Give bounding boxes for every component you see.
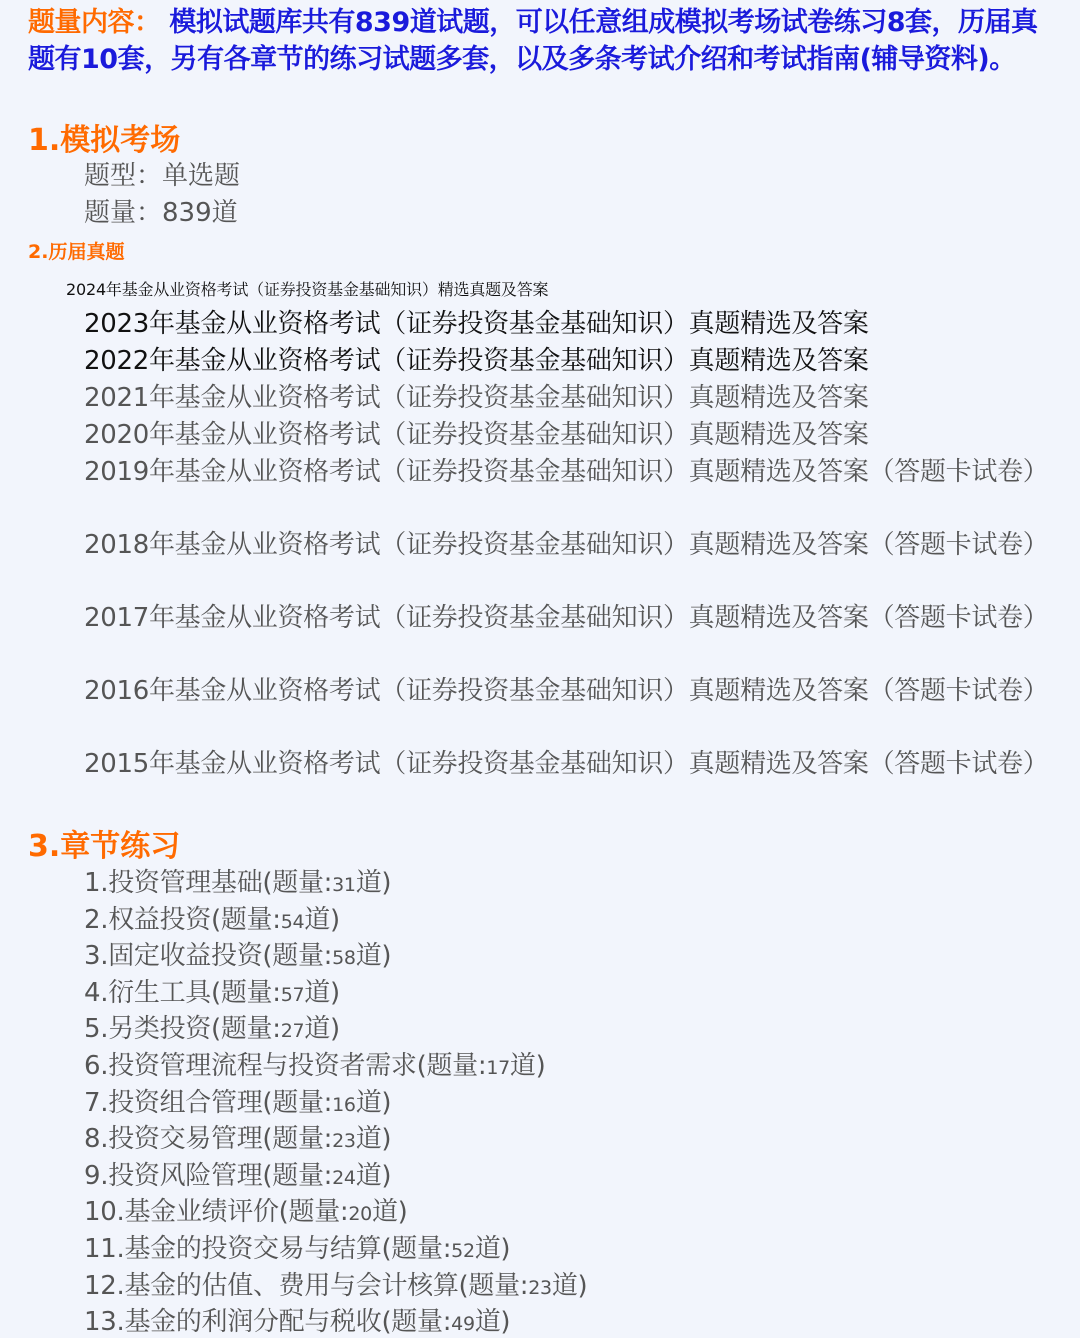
chapter-item: 4.衍生工具(题量:57道) xyxy=(84,978,340,1008)
chapter-item: 7.投资组合管理(题量:16道) xyxy=(84,1088,392,1118)
past-exam-item-2015: 2015年基金从业资格考试（证券投资基金基础知识）真题精选及答案（答题卡试卷） xyxy=(84,749,1049,779)
chapter-item: 12.基金的估值、费用与会计核算(题量:23道) xyxy=(84,1271,588,1301)
past-exam-item-2021: 2021年基金从业资格考试（证券投资基金基础知识）真题精选及答案 xyxy=(84,383,869,413)
past-exam-item-2022: 2022年基金从业资格考试（证券投资基金基础知识）真题精选及答案 xyxy=(84,346,869,376)
chapter-item: 10.基金业绩评价(题量:20道) xyxy=(84,1197,408,1227)
past-exam-item-2020: 2020年基金从业资格考试（证券投资基金基础知识）真题精选及答案 xyxy=(84,420,869,450)
past-exam-item-2016: 2016年基金从业资格考试（证券投资基金基础知识）真题精选及答案（答题卡试卷） xyxy=(84,676,1049,706)
past-exam-item-2023: 2023年基金从业资格考试（证券投资基金基础知识）真题精选及答案 xyxy=(84,309,869,339)
chapter-item: 5.另类投资(题量:27道) xyxy=(84,1014,340,1044)
chapter-item: 8.投资交易管理(题量:23道) xyxy=(84,1124,392,1154)
chapter-item: 3.固定收益投资(题量:58道) xyxy=(84,941,392,971)
intro-lead: 题量内容： xyxy=(28,7,161,38)
question-count-line: 题量：839道 xyxy=(84,198,238,228)
intro-paragraph xyxy=(28,4,1058,78)
past-exam-item-2018: 2018年基金从业资格考试（证券投资基金基础知识）真题精选及答案（答题卡试卷） xyxy=(84,530,1049,560)
past-exam-item-2017: 2017年基金从业资格考试（证券投资基金基础知识）真题精选及答案（答题卡试卷） xyxy=(84,603,1049,633)
past-exam-item-2019: 2019年基金从业资格考试（证券投资基金基础知识）真题精选及答案（答题卡试卷） xyxy=(84,457,1049,487)
section-title-mock-exam: 1.模拟考场 xyxy=(28,123,181,158)
past-exam-item-2024: 2024年基金从业资格考试（证券投资基金基础知识）精选真题及答案 xyxy=(66,280,549,299)
chapter-item: 11.基金的投资交易与结算(题量:52道) xyxy=(84,1234,511,1264)
question-type-line: 题型：单选题 xyxy=(84,161,241,191)
chapter-item: 13.基金的利润分配与税收(题量:49道) xyxy=(84,1307,511,1337)
chapter-item: 6.投资管理流程与投资者需求(题量:17道) xyxy=(84,1051,546,1081)
chapter-item: 9.投资风险管理(题量:24道) xyxy=(84,1161,392,1191)
section-title-past-exams: 2.历届真题 xyxy=(28,241,125,263)
chapter-item: 2.权益投资(题量:54道) xyxy=(84,905,340,935)
intro-text: 模拟试题库共有839道试题，可以任意组成模拟考场试卷练习8套，历届真题有10套，另有各章节的练习试题多套，以及多条考试介绍和考试指南(辅导资料)。 xyxy=(28,7,1038,75)
section-title-chapter-practice: 3.章节练习 xyxy=(28,829,181,864)
chapter-item: 1.投资管理基础(题量:31道) xyxy=(84,868,392,898)
